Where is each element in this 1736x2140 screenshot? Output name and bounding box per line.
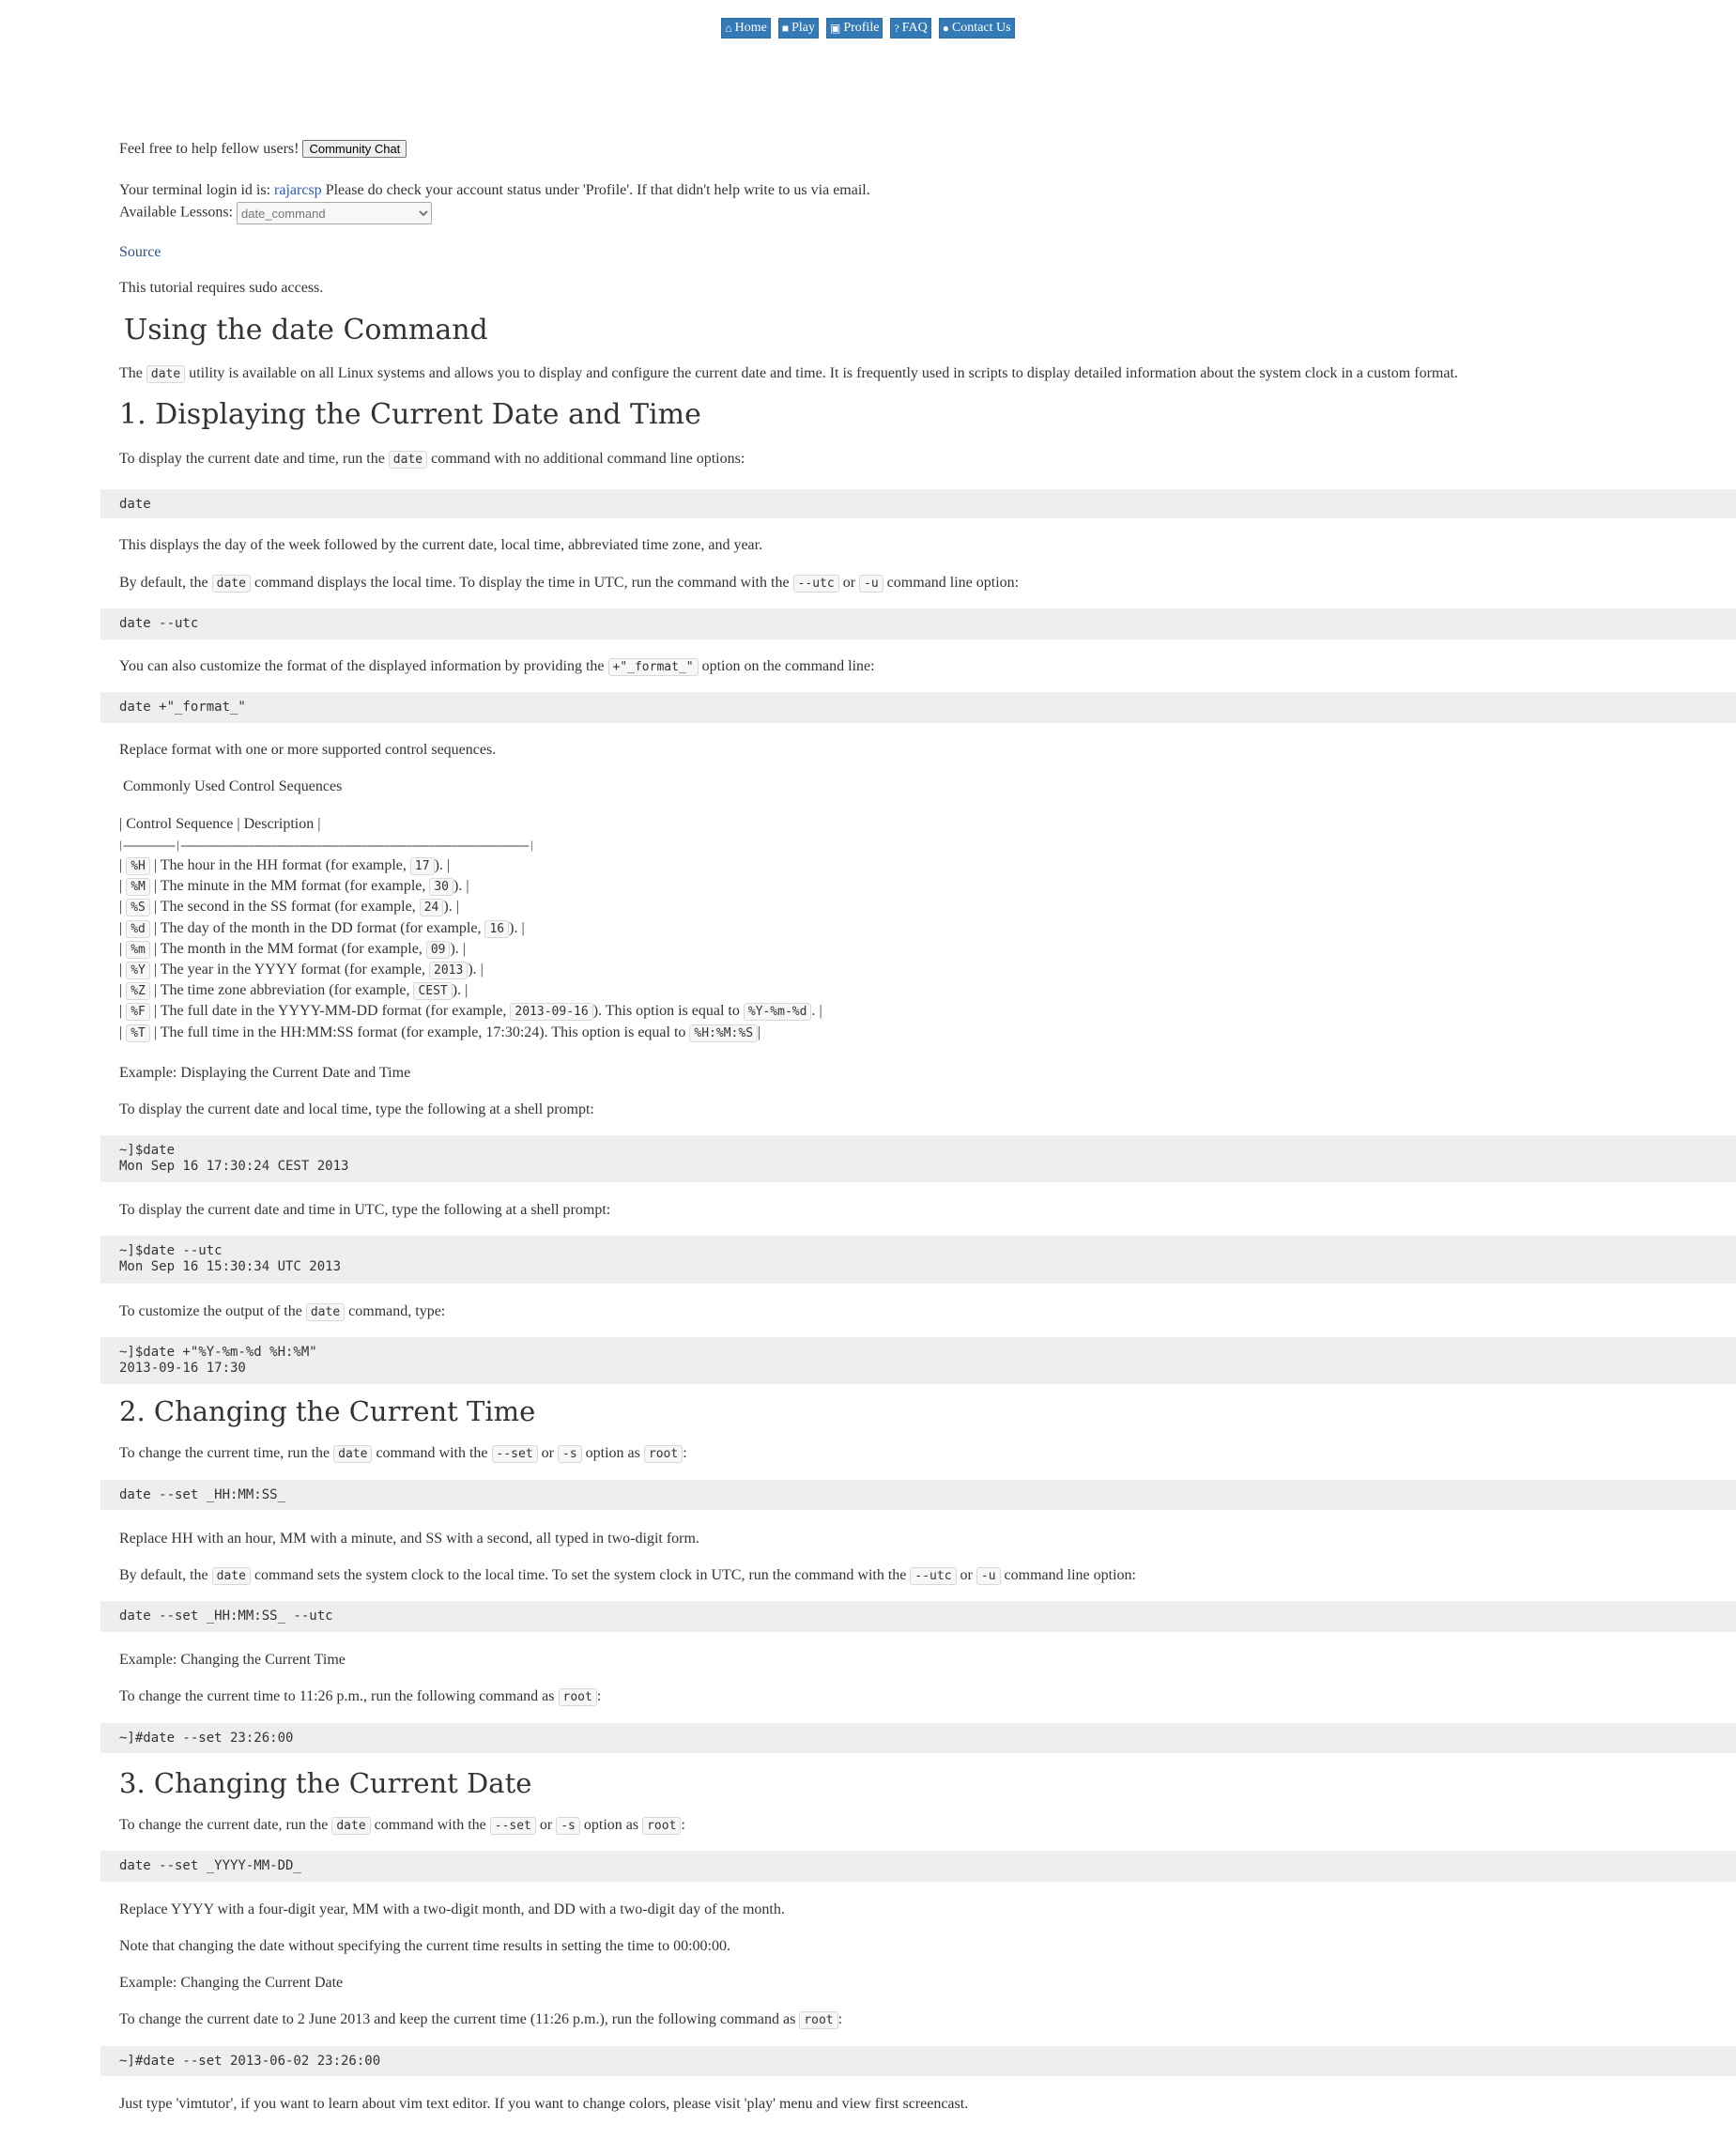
row-description: | The full date in the YYYY-MM-DD format (for example, bbox=[153, 1003, 507, 1020]
sec1-p3-text-c: or bbox=[842, 575, 856, 591]
lessons-select[interactable] bbox=[237, 202, 432, 224]
table-row: | %S | The second in the SS format (for example, 24 ). | bbox=[119, 899, 459, 916]
table-row: | %H | The hour in the HH format (for example, 17 ). | bbox=[119, 857, 451, 873]
intro-code: date bbox=[146, 365, 185, 383]
page-title: Using the date Command bbox=[124, 314, 488, 346]
row-description-end: ). | bbox=[434, 857, 451, 873]
sec1-p5: Replace format with one or more supported control sequences. bbox=[119, 742, 497, 758]
sec1-p4 bbox=[119, 656, 875, 678]
community-text: Feel free to help fellow users! bbox=[119, 141, 300, 157]
top-nav bbox=[0, 18, 1736, 38]
row-description-end: ). This option is equal to bbox=[592, 1003, 740, 1020]
nav-profile-label: Profile bbox=[843, 21, 880, 35]
sec2-p3-code-2: --utc bbox=[910, 1567, 956, 1585]
footer-note: Just type 'vimtutor', if you want to learn about vim text editor. If you want to change colors, please visit 'play' menu and view first screencast. bbox=[119, 2096, 969, 2112]
sec1-p1 bbox=[119, 449, 745, 470]
control-sequence-code: %H bbox=[126, 857, 150, 875]
code-block-example-local bbox=[100, 1135, 1736, 1182]
sec2-p1-text-b: command with the bbox=[376, 1445, 488, 1461]
sec2-p2: Replace HH with an hour, MM with a minute, and SS with a second, all typed in two-digit form. bbox=[119, 1531, 699, 1547]
nav-contact-label: Contact Us bbox=[951, 21, 1011, 35]
sec1-p3-code-3: -u bbox=[859, 575, 883, 593]
sec2-p1-code-3: -s bbox=[558, 1445, 582, 1463]
sec2-p4 bbox=[119, 1686, 601, 1708]
sec2-p1-text-a: To change the current time, run the bbox=[119, 1445, 330, 1461]
lightbulb-icon: ● bbox=[942, 22, 949, 35]
section-3-heading: 3. Changing the Current Date bbox=[119, 1767, 532, 1799]
sec2-p1-text-d: option as bbox=[585, 1445, 640, 1461]
row-description-end: ). | bbox=[450, 940, 466, 957]
video-camera-icon: ■ bbox=[781, 22, 790, 35]
nav-home-label: Home bbox=[734, 21, 767, 35]
table-header-row: | Control Sequence | Description | bbox=[119, 816, 321, 832]
sec2-p3-text-c: or bbox=[960, 1567, 973, 1583]
table-separator-row: | ---------------- | ------------------------------------------------------------------------------------------------------------ | bbox=[119, 838, 532, 852]
login-suffix: Please do check your account status under 'Profile'. If that didn't help write to us via email. bbox=[325, 182, 870, 198]
nav-home-button[interactable] bbox=[721, 18, 770, 38]
row-example-code: 09 bbox=[426, 941, 451, 959]
nav-play-button[interactable] bbox=[778, 18, 819, 38]
row-description-end: ). | bbox=[468, 962, 484, 978]
sec1-p8-code: date bbox=[306, 1303, 345, 1321]
row-example-code: CEST bbox=[413, 982, 452, 1000]
source-link[interactable]: Source bbox=[119, 244, 161, 260]
sec1-p3-text-a: By default, the bbox=[119, 575, 208, 591]
sec3-p4-code: root bbox=[799, 2011, 837, 2029]
lessons-label: Available Lessons: bbox=[119, 204, 234, 221]
control-sequence-code: %F bbox=[126, 1003, 150, 1021]
sec2-p1 bbox=[119, 1443, 687, 1465]
sec3-p1-text-d: option as bbox=[583, 1817, 639, 1833]
sec1-p8-text-b: command, type: bbox=[348, 1303, 446, 1319]
sec3-p4-text-b: : bbox=[837, 2011, 843, 2027]
code-line: 2013-09-16 17:30 bbox=[119, 1361, 246, 1376]
sec1-p8-text-a: To customize the output of the bbox=[119, 1303, 302, 1319]
row-description-end: ). | bbox=[509, 919, 525, 936]
row-example-code: 2013-09-16 bbox=[510, 1003, 592, 1021]
sec2-p4-code: root bbox=[559, 1688, 597, 1706]
nav-faq-button[interactable] bbox=[890, 18, 930, 38]
row-example-code: 24 bbox=[420, 899, 444, 916]
code-block: date --set _YYYY-MM-DD_ bbox=[100, 1851, 1736, 1882]
nav-play-label: Play bbox=[791, 21, 815, 35]
table-row: | %T | The full time in the HH:MM:SS format (for example, 17:30:24). This option is equal to %H:%M:%S | bbox=[119, 1024, 761, 1040]
table-row: | %m | The month in the MM format (for example, 09 ). | bbox=[119, 940, 466, 957]
table-row: | %Z | The time zone abbreviation (for example, CEST ). | bbox=[119, 982, 469, 999]
sec1-p7: To display the current date and time in UTC, type the following at a shell prompt: bbox=[119, 1202, 611, 1218]
control-sequence-code: %Z bbox=[126, 982, 150, 1000]
example-3-title: Example: Changing the Current Date bbox=[119, 1975, 344, 1991]
row-description: | The hour in the HH format (for example, bbox=[153, 857, 407, 873]
code-line: ~]$date +"%Y-%m-%d %H:%M" bbox=[119, 1345, 317, 1360]
sec2-p1-code-1: date bbox=[333, 1445, 372, 1463]
row-equivalent-code: %Y-%m-%d bbox=[744, 1003, 812, 1021]
sec1-p4-code: +"_format_" bbox=[608, 658, 699, 676]
section-2-heading: 2. Changing the Current Time bbox=[119, 1395, 536, 1427]
sec2-p4-text-b: : bbox=[596, 1688, 602, 1704]
code-block: date +"_format_" bbox=[100, 692, 1736, 723]
example-1-title: Example: Displaying the Current Date and Time bbox=[119, 1065, 411, 1081]
row-description: | The second in the SS format (for example, bbox=[153, 899, 416, 916]
row-description-end: ). | bbox=[443, 899, 459, 916]
sec1-p3 bbox=[119, 573, 1019, 594]
code-block: ~]#date --set 23:26:00 bbox=[100, 1723, 1736, 1753]
control-sequence-code: %Y bbox=[126, 962, 150, 979]
intro-text-b: utility is available on all Linux systems and allows you to display and configure the current date and time. It is frequently used in scripts to display detailed information about the system clock in a custom format. bbox=[189, 365, 1458, 381]
nav-profile-button[interactable] bbox=[826, 18, 883, 38]
sec1-p4-text-b: option on the command line: bbox=[701, 658, 875, 674]
sec1-p3-text-d: command line option: bbox=[886, 575, 1020, 591]
intro-paragraph bbox=[119, 363, 1458, 385]
row-example-code: 16 bbox=[484, 920, 509, 938]
community-line bbox=[119, 139, 407, 160]
row-example-code: 30 bbox=[429, 878, 453, 896]
control-sequence-code: %T bbox=[126, 1024, 150, 1042]
section-1-heading: 1. Displaying the Current Date and Time bbox=[119, 398, 701, 431]
sec2-p3-text-d: command line option: bbox=[1004, 1567, 1136, 1583]
sec1-p3-code-1: date bbox=[212, 575, 251, 593]
code-line: ~]$date bbox=[119, 1143, 176, 1158]
code-block-example-utc bbox=[100, 1236, 1736, 1284]
row-description: | The full time in the HH:MM:SS format (for example, 17:30:24). This option is equal to bbox=[153, 1024, 686, 1040]
sudo-note: This tutorial requires sudo access. bbox=[119, 280, 324, 296]
example-2-title: Example: Changing the Current Time bbox=[119, 1652, 346, 1668]
control-sequence-code: %S bbox=[126, 899, 150, 916]
code-block: date --utc bbox=[100, 608, 1736, 639]
sec2-p3-code-3: -u bbox=[976, 1567, 1001, 1585]
sec2-p3 bbox=[119, 1565, 1136, 1587]
code-line: Mon Sep 16 15:30:34 UTC 2013 bbox=[119, 1259, 342, 1274]
sec2-p4-text-a: To change the current time to 11:26 p.m., run the following command as bbox=[119, 1688, 555, 1704]
sec3-p1-text-b: command with the bbox=[374, 1817, 486, 1833]
control-sequence-code: %M bbox=[126, 878, 150, 896]
row-description-end: ). | bbox=[452, 982, 469, 999]
sec1-p6: To display the current date and local time, type the following at a shell prompt: bbox=[119, 1101, 594, 1117]
sec1-p1-text-a: To display the current date and time, run the bbox=[119, 451, 385, 467]
control-sequence-code: %m bbox=[126, 941, 150, 959]
row-example-code: 2013 bbox=[429, 962, 468, 979]
code-block-example-custom bbox=[100, 1337, 1736, 1384]
sec3-p4 bbox=[119, 2009, 842, 2031]
sec1-p3-text-b: command displays the local time. To display the time in UTC, run the command with the bbox=[253, 575, 790, 591]
login-prefix: Your terminal login id is: bbox=[119, 182, 271, 198]
sec3-p1-code-4: root bbox=[642, 1817, 681, 1835]
table-row: | %Y | The year in the YYYY format (for example, 2013 ). | bbox=[119, 962, 484, 978]
sec3-p1 bbox=[119, 1815, 685, 1837]
table-row: | %d | The day of the month in the DD format (for example, 16 ). | bbox=[119, 919, 525, 936]
login-line bbox=[119, 180, 870, 201]
home-icon: ⌂ bbox=[725, 22, 732, 35]
sec3-p1-text-c: or bbox=[539, 1817, 553, 1833]
sec2-p1-code-2: --set bbox=[492, 1445, 538, 1463]
table-row: | %F | The full date in the YYYY-MM-DD format (for example, 2013-09-16 ). This option is equal to %Y-%m-%d . | bbox=[119, 1003, 822, 1020]
sec3-p1-code-3: -s bbox=[556, 1817, 580, 1835]
row-description-end: ). | bbox=[453, 878, 469, 895]
sec2-p1-code-4: root bbox=[644, 1445, 683, 1463]
sec3-p1-code-1: date bbox=[331, 1817, 370, 1835]
source-line bbox=[119, 242, 161, 263]
nav-faq-label: FAQ bbox=[901, 21, 928, 35]
row-description-end: | bbox=[758, 1024, 761, 1040]
table-title: Commonly Used Control Sequences bbox=[123, 778, 343, 794]
sec1-p8 bbox=[119, 1301, 445, 1323]
community-chat-button[interactable]: Community Chat bbox=[302, 140, 407, 158]
row-example-code: 17 bbox=[410, 857, 435, 875]
code-line: Mon Sep 16 17:30:24 CEST 2013 bbox=[119, 1159, 349, 1174]
row-description: | The day of the month in the DD format (for example, bbox=[153, 919, 482, 936]
code-block: date --set _HH:MM:SS_ bbox=[100, 1480, 1736, 1510]
sec2-p3-text-a: By default, the bbox=[119, 1567, 208, 1583]
table-row: | %M | The minute in the MM format (for example, 30 ). | bbox=[119, 878, 469, 895]
code-block: ~]#date --set 2013-06-02 23:26:00 bbox=[100, 2046, 1736, 2076]
sec1-p4-text-a: You can also customize the format of the displayed information by providing the bbox=[119, 658, 605, 674]
user-profile-icon: ▣ bbox=[829, 22, 841, 35]
control-sequence-code: %d bbox=[126, 920, 150, 938]
code-block: date bbox=[100, 489, 1736, 518]
sec1-p2: This displays the day of the week followed by the current date, local time, abbreviated time zone, and year. bbox=[119, 537, 763, 553]
intro-text-a: The bbox=[119, 365, 143, 381]
lessons-line bbox=[119, 202, 432, 224]
sec3-p1-code-2: --set bbox=[490, 1817, 536, 1835]
sec3-p3: Note that changing the date without specifying the current time results in setting the time to 00:00:00. bbox=[119, 1938, 730, 1954]
sec2-p1-text-e: : bbox=[683, 1445, 687, 1461]
row-description: | The year in the YYYY format (for example, bbox=[153, 962, 426, 978]
sec3-p2: Replace YYYY with a four-digit year, MM with a two-digit month, and DD with a two-digit day of the month. bbox=[119, 1901, 785, 1917]
sec3-p1-text-e: : bbox=[681, 1817, 685, 1833]
code-line: ~]$date --utc bbox=[119, 1243, 223, 1258]
login-id-link[interactable]: rajarcsp bbox=[274, 182, 322, 198]
sec2-p1-text-c: or bbox=[541, 1445, 554, 1461]
sec1-p1-code: date bbox=[389, 451, 427, 469]
sec2-p3-code-1: date bbox=[212, 1567, 251, 1585]
row-description-tail: . | bbox=[811, 1003, 822, 1020]
code-block: date --set _HH:MM:SS_ --utc bbox=[100, 1601, 1736, 1632]
row-description: | The time zone abbreviation (for example, bbox=[153, 982, 410, 999]
sec2-p3-text-b: command sets the system clock to the local time. To set the system clock in UTC, run the command with the bbox=[253, 1567, 907, 1583]
question-circle-icon: ? bbox=[894, 22, 899, 35]
row-description: | The month in the MM format (for example, bbox=[153, 940, 422, 957]
sec3-p1-text-a: To change the current date, run the bbox=[119, 1817, 329, 1833]
sec1-p1-text-b: command with no additional command line options: bbox=[431, 451, 745, 467]
row-description: | The minute in the MM format (for example, bbox=[153, 878, 426, 895]
nav-contact-button[interactable] bbox=[939, 18, 1015, 38]
sec3-p4-text-a: To change the current date to 2 June 2013 and keep the current time (11:26 p.m.), run the following command as bbox=[119, 2011, 796, 2027]
row-example-code: %H:%M:%S bbox=[689, 1024, 758, 1042]
sec1-p3-code-2: --utc bbox=[793, 575, 839, 593]
